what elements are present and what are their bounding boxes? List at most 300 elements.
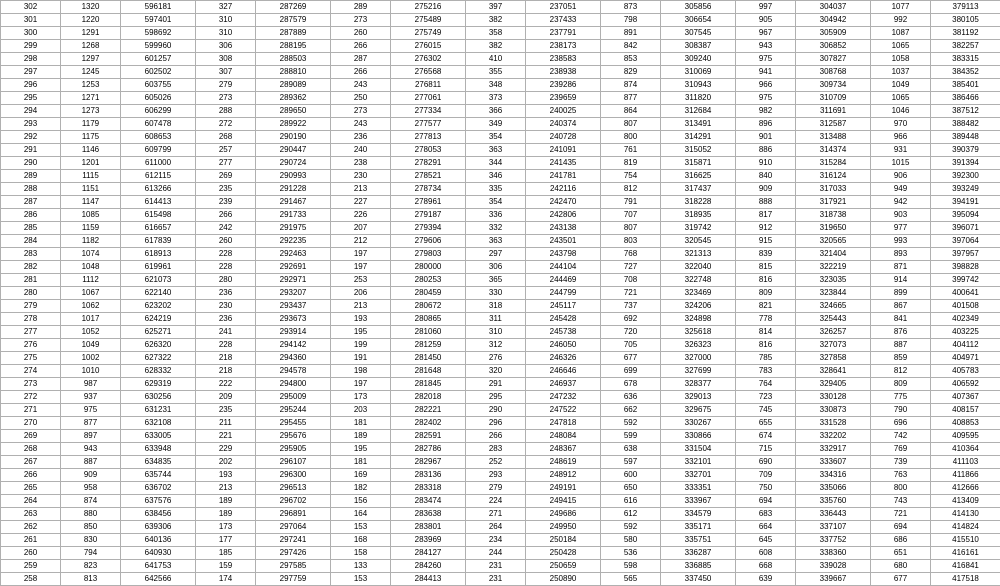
table-cell: 287579 — [256, 14, 331, 27]
table-cell: 293437 — [256, 300, 331, 313]
table-cell: 322040 — [661, 261, 736, 274]
table-row — [1, 443, 1000, 456]
table-cell: 311820 — [661, 92, 736, 105]
table-cell: 893 — [871, 248, 931, 261]
table-cell: 294 — [1, 105, 61, 118]
table-row — [1, 300, 1000, 313]
table-cell: 237791 — [526, 27, 601, 40]
table-cell: 266 — [331, 40, 391, 53]
table-cell: 708 — [601, 274, 661, 287]
table-cell: 250 — [331, 92, 391, 105]
table-cell: 318228 — [661, 196, 736, 209]
table-row — [1, 235, 1000, 248]
table-cell: 605026 — [121, 92, 196, 105]
table-cell: 185 — [196, 547, 256, 560]
table-row — [1, 131, 1000, 144]
table-cell: 276 — [466, 352, 526, 365]
table-cell: 276302 — [391, 53, 466, 66]
table-cell: 191 — [331, 352, 391, 365]
table-cell: 241 — [196, 326, 256, 339]
table-cell: 277 — [196, 157, 256, 170]
table-cell: 280 — [196, 274, 256, 287]
table-row — [1, 339, 1000, 352]
table-cell: 189 — [196, 508, 256, 521]
table-cell: 247522 — [526, 404, 601, 417]
table-cell: 621073 — [121, 274, 196, 287]
table-cell: 641753 — [121, 560, 196, 573]
table-cell: 248367 — [526, 443, 601, 456]
table-cell: 270 — [1, 417, 61, 430]
table-cell: 284260 — [391, 560, 466, 573]
table-cell: 260 — [1, 547, 61, 560]
table-cell: 298 — [1, 53, 61, 66]
table-cell: 329405 — [796, 378, 871, 391]
table-cell: 310069 — [661, 66, 736, 79]
table-cell: 320 — [466, 365, 526, 378]
table-cell: 332 — [466, 222, 526, 235]
table-cell: 346 — [466, 170, 526, 183]
table-cell: 133 — [331, 560, 391, 573]
table-cell: 912 — [736, 222, 796, 235]
table-cell: 874 — [61, 495, 121, 508]
table-cell: 645 — [736, 534, 796, 547]
table-cell: 642566 — [121, 573, 196, 586]
table-cell: 296513 — [256, 482, 331, 495]
table-cell: 246050 — [526, 339, 601, 352]
table-cell: 608 — [736, 547, 796, 560]
table-cell: 314374 — [796, 144, 871, 157]
table-cell: 305856 — [661, 1, 736, 14]
table-cell: 335 — [466, 183, 526, 196]
table-row — [1, 365, 1000, 378]
table-cell: 694 — [736, 495, 796, 508]
table-cell: 411103 — [931, 456, 1000, 469]
table-cell: 306 — [466, 261, 526, 274]
table-cell: 168 — [331, 534, 391, 547]
table-cell: 306654 — [661, 14, 736, 27]
table-cell: 987 — [61, 378, 121, 391]
table-cell: 397957 — [931, 248, 1000, 261]
table-cell: 709 — [736, 469, 796, 482]
table-cell: 296107 — [256, 456, 331, 469]
table-cell: 297759 — [256, 573, 331, 586]
table-cell: 871 — [871, 261, 931, 274]
table-cell: 326323 — [661, 339, 736, 352]
table-cell: 839 — [736, 248, 796, 261]
table-cell: 812 — [871, 365, 931, 378]
table-cell: 310943 — [661, 79, 736, 92]
table-cell: 241781 — [526, 170, 601, 183]
table-cell: 276015 — [391, 40, 466, 53]
table-cell: 307545 — [661, 27, 736, 40]
table-cell: 222 — [196, 378, 256, 391]
table-cell: 877 — [61, 417, 121, 430]
table-cell: 909 — [61, 469, 121, 482]
table-cell: 203 — [331, 404, 391, 417]
table-cell: 197 — [331, 378, 391, 391]
table-cell: 321313 — [661, 248, 736, 261]
table-cell: 324206 — [661, 300, 736, 313]
table-row — [1, 118, 1000, 131]
table-cell: 240728 — [526, 131, 601, 144]
table-cell: 891 — [601, 27, 661, 40]
table-cell: 815 — [736, 261, 796, 274]
table-cell: 243501 — [526, 235, 601, 248]
table-cell: 613266 — [121, 183, 196, 196]
table-cell: 311691 — [796, 105, 871, 118]
table-cell: 158 — [331, 547, 391, 560]
table-cell: 597401 — [121, 14, 196, 27]
table-cell: 295244 — [256, 404, 331, 417]
table-cell: 327699 — [661, 365, 736, 378]
table-cell: 624219 — [121, 313, 196, 326]
table-cell: 358 — [466, 27, 526, 40]
table-cell: 677 — [871, 573, 931, 586]
table-cell: 1115 — [61, 170, 121, 183]
table-row — [1, 27, 1000, 40]
table-cell: 899 — [871, 287, 931, 300]
table-cell: 1077 — [871, 1, 931, 14]
table-cell: 410 — [466, 53, 526, 66]
table-cell: 332701 — [661, 469, 736, 482]
table-row — [1, 92, 1000, 105]
table-cell: 967 — [736, 27, 796, 40]
table-cell: 283638 — [391, 508, 466, 521]
table-cell: 603755 — [121, 79, 196, 92]
table-cell: 295 — [466, 391, 526, 404]
table-cell: 385401 — [931, 79, 1000, 92]
table-cell: 763 — [871, 469, 931, 482]
table-cell: 212 — [331, 235, 391, 248]
table-cell: 280459 — [391, 287, 466, 300]
table-cell: 250428 — [526, 547, 601, 560]
table-cell: 281648 — [391, 365, 466, 378]
table-row — [1, 495, 1000, 508]
table-cell: 277061 — [391, 92, 466, 105]
table-cell: 304942 — [796, 14, 871, 27]
table-cell: 213 — [331, 183, 391, 196]
table-cell: 301 — [1, 14, 61, 27]
table-cell: 901 — [736, 131, 796, 144]
table-cell: 328377 — [661, 378, 736, 391]
table-cell: 327073 — [796, 339, 871, 352]
table-cell: 273 — [331, 105, 391, 118]
table-cell: 290993 — [256, 170, 331, 183]
table-cell: 289089 — [256, 79, 331, 92]
table-cell: 268 — [196, 131, 256, 144]
table-cell: 275489 — [391, 14, 466, 27]
table-cell: 334579 — [661, 508, 736, 521]
table-cell: 259 — [1, 560, 61, 573]
table-cell: 616 — [601, 495, 661, 508]
table-cell: 189 — [331, 430, 391, 443]
table-cell: 355 — [466, 66, 526, 79]
table-cell: 623202 — [121, 300, 196, 313]
table-cell: 637576 — [121, 495, 196, 508]
table-cell: 668 — [736, 560, 796, 573]
table-cell: 287889 — [256, 27, 331, 40]
table-cell: 236 — [196, 287, 256, 300]
table-cell: 291733 — [256, 209, 331, 222]
table-cell: 396071 — [931, 222, 1000, 235]
table-cell: 993 — [871, 235, 931, 248]
table-cell: 218 — [196, 365, 256, 378]
table-cell: 1146 — [61, 144, 121, 157]
table-cell: 334316 — [796, 469, 871, 482]
table-cell: 318738 — [796, 209, 871, 222]
table-cell: 1297 — [61, 53, 121, 66]
table-cell: 966 — [871, 131, 931, 144]
table-cell: 692 — [601, 313, 661, 326]
table-cell: 283801 — [391, 521, 466, 534]
table-cell: 307 — [196, 66, 256, 79]
table-cell: 384352 — [931, 66, 1000, 79]
table-cell: 354 — [466, 196, 526, 209]
table-cell: 392300 — [931, 170, 1000, 183]
table-cell: 239286 — [526, 79, 601, 92]
table-cell: 1201 — [61, 157, 121, 170]
table-cell: 662 — [601, 404, 661, 417]
table-cell: 230 — [331, 170, 391, 183]
table-cell: 289 — [331, 1, 391, 14]
table-row — [1, 430, 1000, 443]
table-cell: 640136 — [121, 534, 196, 547]
table-cell: 888 — [736, 196, 796, 209]
table-cell: 326257 — [796, 326, 871, 339]
table-cell: 817 — [736, 209, 796, 222]
table-cell: 325618 — [661, 326, 736, 339]
table-cell: 1087 — [871, 27, 931, 40]
table-cell: 841 — [871, 313, 931, 326]
table-cell: 288810 — [256, 66, 331, 79]
table-cell: 244469 — [526, 274, 601, 287]
table-cell: 316124 — [796, 170, 871, 183]
table-cell: 297426 — [256, 547, 331, 560]
table-cell: 992 — [871, 14, 931, 27]
table-cell: 310 — [196, 27, 256, 40]
table-cell: 318935 — [661, 209, 736, 222]
table-cell: 280253 — [391, 274, 466, 287]
table-cell: 309734 — [796, 79, 871, 92]
table-cell: 997 — [736, 1, 796, 14]
table-cell: 599 — [601, 430, 661, 443]
table-cell: 174 — [196, 573, 256, 586]
table-cell: 302 — [1, 1, 61, 14]
table-cell: 295676 — [256, 430, 331, 443]
table-cell: 283474 — [391, 495, 466, 508]
table-cell: 153 — [331, 521, 391, 534]
table-cell: 407367 — [931, 391, 1000, 404]
table-cell: 705 — [601, 339, 661, 352]
table-cell: 612 — [601, 508, 661, 521]
table-cell: 814 — [736, 326, 796, 339]
table-cell: 750 — [736, 482, 796, 495]
table-cell: 1015 — [871, 157, 931, 170]
table-cell: 611000 — [121, 157, 196, 170]
table-cell: 1291 — [61, 27, 121, 40]
table-cell: 800 — [871, 482, 931, 495]
table-cell: 293673 — [256, 313, 331, 326]
table-cell: 677 — [601, 352, 661, 365]
table-cell: 699 — [601, 365, 661, 378]
table-cell: 248084 — [526, 430, 601, 443]
table-row — [1, 508, 1000, 521]
table-cell: 224 — [466, 495, 526, 508]
table-cell: 886 — [736, 144, 796, 157]
table-cell: 323035 — [796, 274, 871, 287]
table-cell: 281 — [1, 274, 61, 287]
table-cell: 1220 — [61, 14, 121, 27]
table-cell: 333351 — [661, 482, 736, 495]
table-cell: 243798 — [526, 248, 601, 261]
table-cell: 416161 — [931, 547, 1000, 560]
table-cell: 721 — [871, 508, 931, 521]
table-cell: 694 — [871, 521, 931, 534]
table-cell: 257 — [196, 144, 256, 157]
table-cell: 764 — [736, 378, 796, 391]
table-cell: 640930 — [121, 547, 196, 560]
table-cell: 328641 — [796, 365, 871, 378]
table-cell: 280 — [1, 287, 61, 300]
table-cell: 1052 — [61, 326, 121, 339]
table-cell: 290447 — [256, 144, 331, 157]
table-cell: 798 — [601, 14, 661, 27]
table-cell: 312587 — [796, 118, 871, 131]
table-cell: 783 — [736, 365, 796, 378]
table-cell: 181 — [331, 456, 391, 469]
table-cell: 295009 — [256, 391, 331, 404]
table-cell: 413409 — [931, 495, 1000, 508]
table-cell: 242470 — [526, 196, 601, 209]
table-cell: 252 — [466, 456, 526, 469]
table-cell: 381192 — [931, 27, 1000, 40]
table-cell: 227 — [331, 196, 391, 209]
table-cell: 829 — [601, 66, 661, 79]
table-cell: 238583 — [526, 53, 601, 66]
table-cell: 608653 — [121, 131, 196, 144]
table-cell: 339667 — [796, 573, 871, 586]
table-cell: 941 — [736, 66, 796, 79]
table-row — [1, 378, 1000, 391]
table-cell: 335751 — [661, 534, 736, 547]
table-cell: 281845 — [391, 378, 466, 391]
table-cell: 330873 — [796, 404, 871, 417]
table-cell: 625271 — [121, 326, 196, 339]
table-cell: 280865 — [391, 313, 466, 326]
table-cell: 173 — [196, 521, 256, 534]
table-cell: 238938 — [526, 66, 601, 79]
table-cell: 638456 — [121, 508, 196, 521]
table-cell: 402349 — [931, 313, 1000, 326]
table-cell: 281259 — [391, 339, 466, 352]
table-row — [1, 196, 1000, 209]
table-cell: 791 — [601, 196, 661, 209]
table-cell: 249191 — [526, 482, 601, 495]
table-cell: 943 — [736, 40, 796, 53]
table-cell: 739 — [871, 456, 931, 469]
table-cell: 211 — [196, 417, 256, 430]
table-cell: 319742 — [661, 222, 736, 235]
table-cell: 245428 — [526, 313, 601, 326]
table-cell: 348 — [466, 79, 526, 92]
table-cell: 295455 — [256, 417, 331, 430]
table-row — [1, 417, 1000, 430]
table-cell: 627322 — [121, 352, 196, 365]
table-cell: 324898 — [661, 313, 736, 326]
table-cell: 333967 — [661, 495, 736, 508]
table-cell: 409595 — [931, 430, 1000, 443]
table-cell: 242116 — [526, 183, 601, 196]
table-cell: 323844 — [796, 287, 871, 300]
table-cell: 275216 — [391, 1, 466, 14]
table-cell: 737 — [601, 300, 661, 313]
table-cell: 320565 — [796, 235, 871, 248]
table-cell: 173 — [331, 391, 391, 404]
table-cell: 297064 — [256, 521, 331, 534]
table-cell: 639306 — [121, 521, 196, 534]
table-cell: 867 — [871, 300, 931, 313]
table-row — [1, 209, 1000, 222]
table-cell: 636702 — [121, 482, 196, 495]
table-cell: 819 — [601, 157, 661, 170]
table-cell: 310 — [466, 326, 526, 339]
table-cell: 1049 — [61, 339, 121, 352]
table-cell: 975 — [736, 53, 796, 66]
table-cell: 394191 — [931, 196, 1000, 209]
table-cell: 308 — [196, 53, 256, 66]
table-cell: 975 — [736, 92, 796, 105]
table-cell: 277577 — [391, 118, 466, 131]
table-cell: 335760 — [796, 495, 871, 508]
table-cell: 651 — [871, 547, 931, 560]
table-cell: 720 — [601, 326, 661, 339]
table-cell: 335171 — [661, 521, 736, 534]
table-cell: 279 — [196, 79, 256, 92]
table-cell: 1049 — [871, 79, 931, 92]
table-cell: 598 — [601, 560, 661, 573]
table-cell: 277813 — [391, 131, 466, 144]
table-cell: 335066 — [796, 482, 871, 495]
table-cell: 239659 — [526, 92, 601, 105]
table-cell: 265 — [1, 482, 61, 495]
table-cell: 633948 — [121, 443, 196, 456]
table-cell: 267 — [1, 456, 61, 469]
table-cell: 680 — [871, 560, 931, 573]
table-cell: 209 — [196, 391, 256, 404]
table-cell: 1147 — [61, 196, 121, 209]
table-row — [1, 79, 1000, 92]
table-cell: 914 — [871, 274, 931, 287]
table-cell: 289650 — [256, 105, 331, 118]
table-cell: 296891 — [256, 508, 331, 521]
table-cell: 289 — [1, 170, 61, 183]
table-cell: 327000 — [661, 352, 736, 365]
table-cell: 365 — [466, 274, 526, 287]
table-cell: 937 — [61, 391, 121, 404]
table-cell: 287269 — [256, 1, 331, 14]
table-cell: 404112 — [931, 339, 1000, 352]
table-cell: 905 — [736, 14, 796, 27]
table-cell: 296 — [466, 417, 526, 430]
table-cell: 322219 — [796, 261, 871, 274]
table-cell: 273 — [1, 378, 61, 391]
table-cell: 397064 — [931, 235, 1000, 248]
table-cell: 339028 — [796, 560, 871, 573]
table-cell: 614413 — [121, 196, 196, 209]
table-cell: 275 — [1, 352, 61, 365]
table-cell: 622140 — [121, 287, 196, 300]
table-cell: 598692 — [121, 27, 196, 40]
